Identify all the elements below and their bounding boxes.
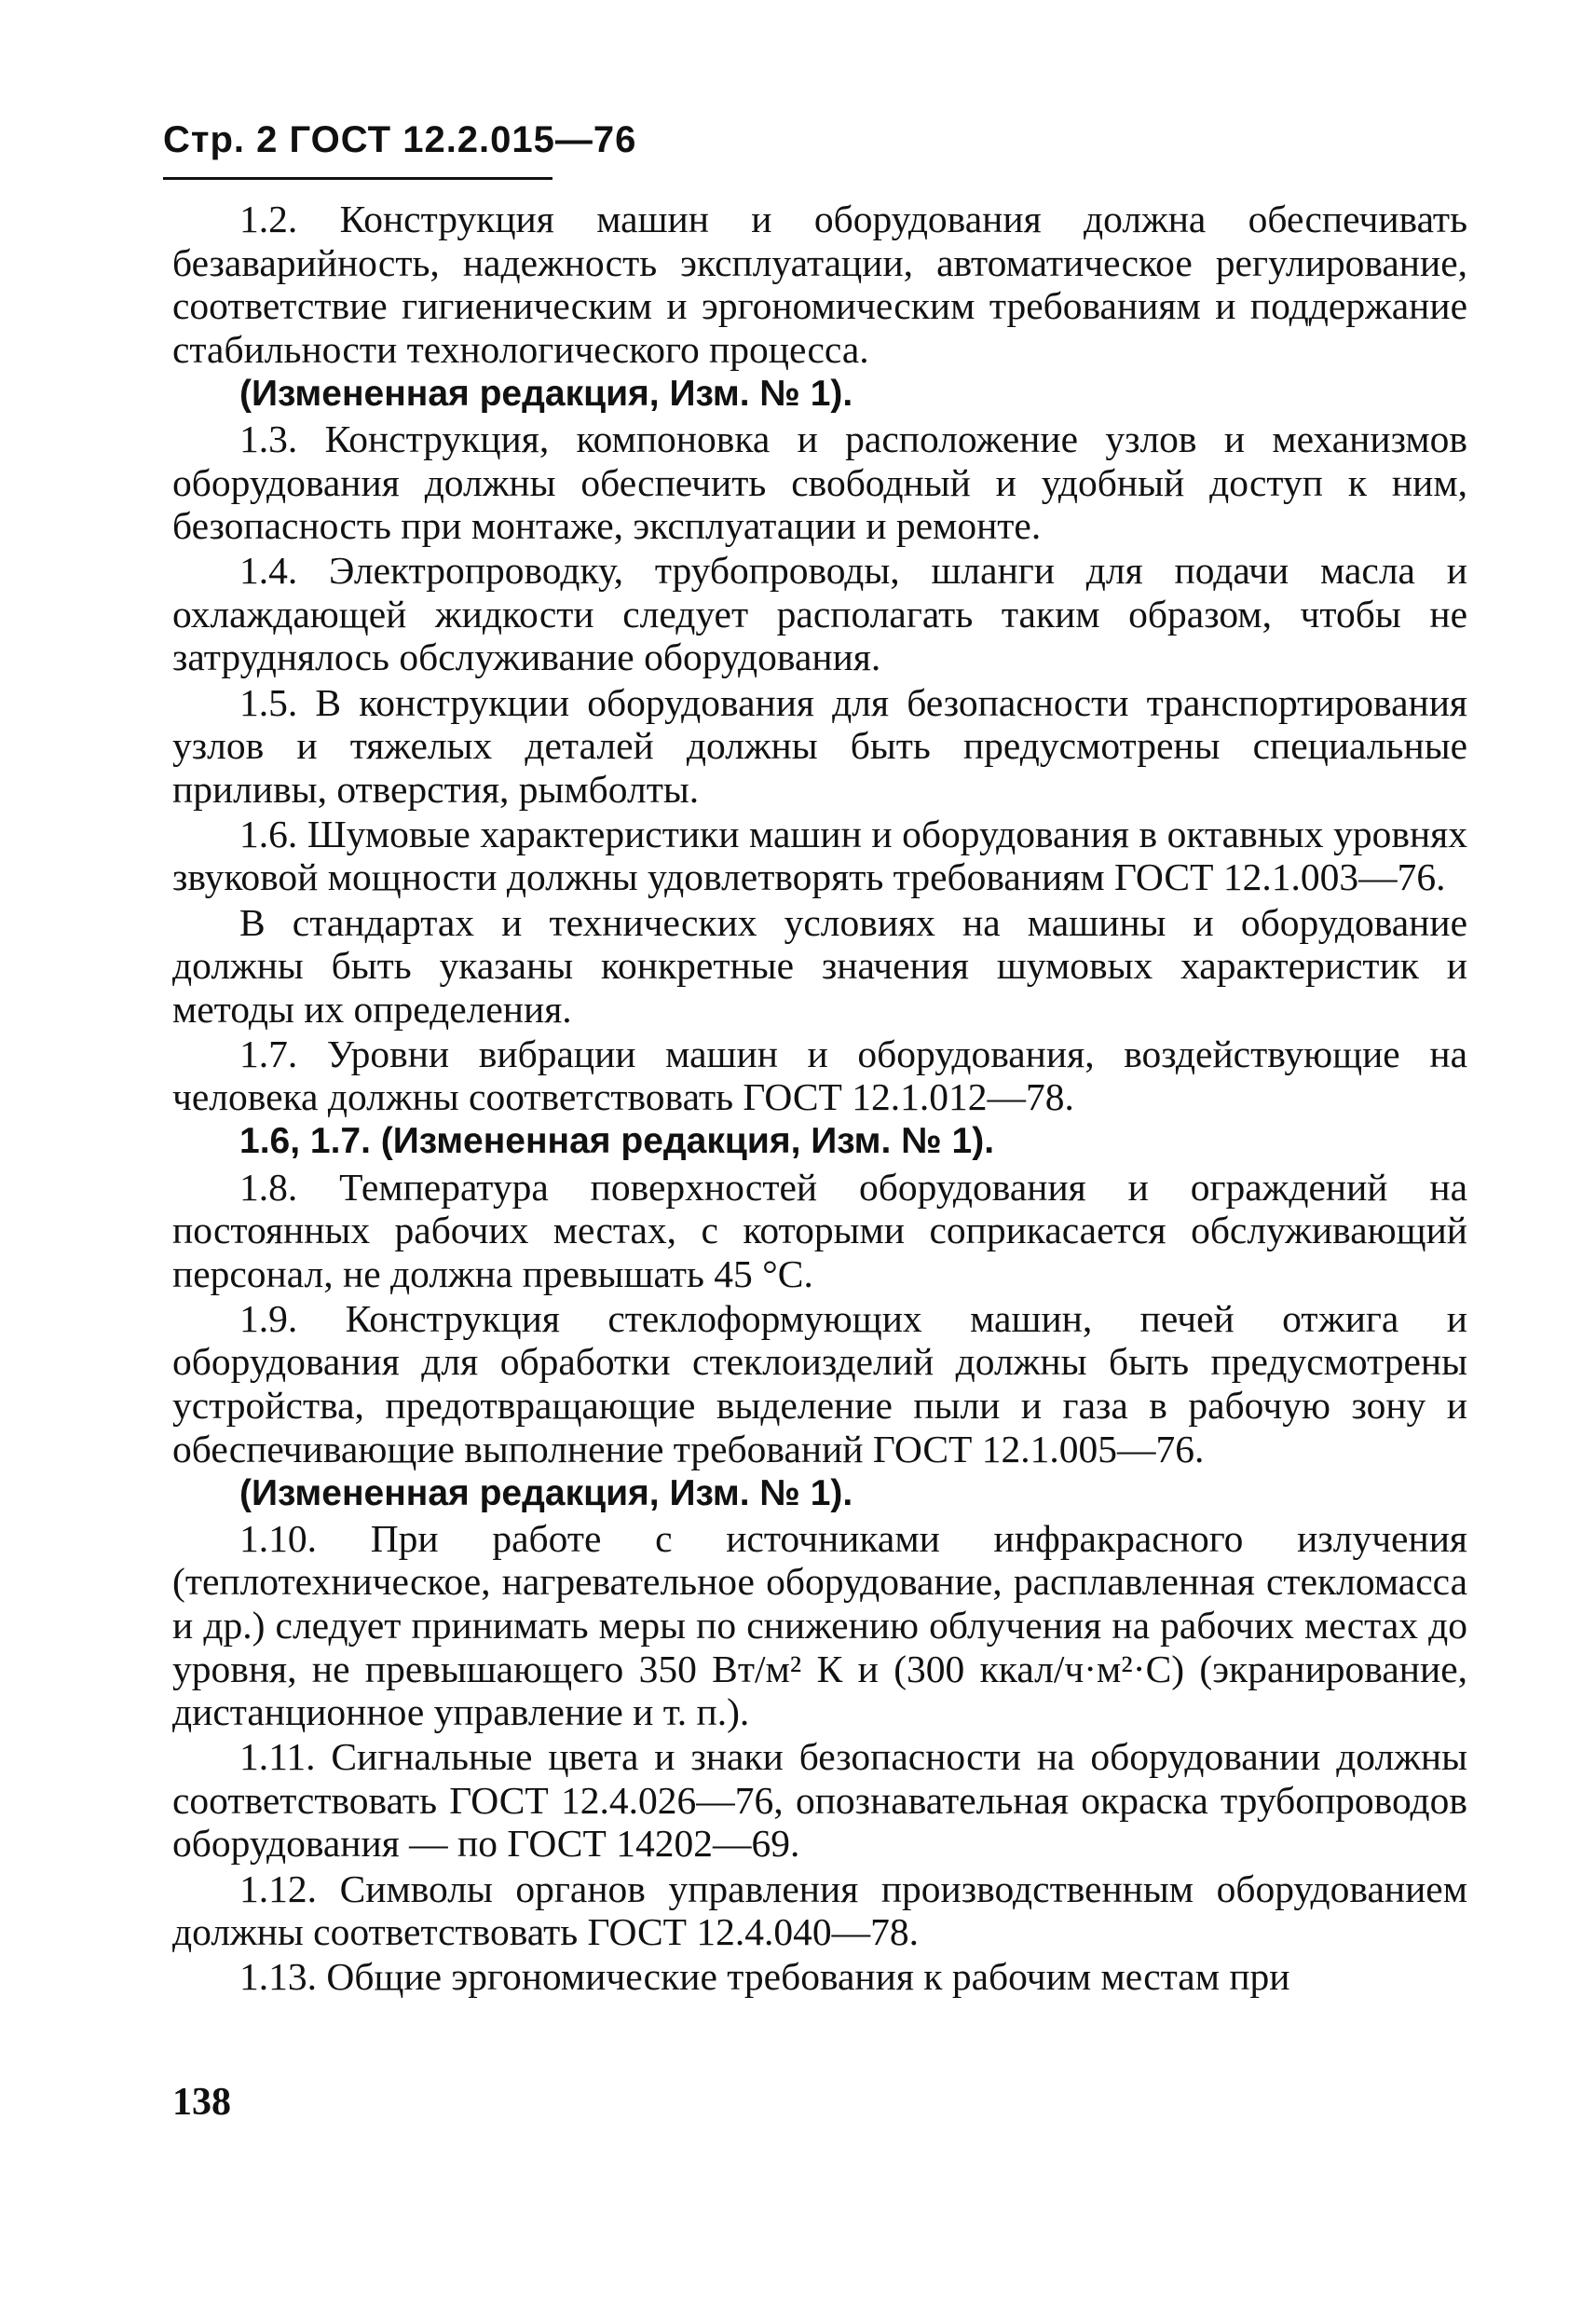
body-text bbox=[172, 198, 1467, 2000]
amendment-note: (Измененная редакция, Изм. № 1). bbox=[239, 373, 853, 414]
running-header: Стр. 2 ГОСТ 12.2.015—76 bbox=[163, 119, 637, 160]
paragraph-1-3: 1.3. Конструкция, компоновка и расположение узлов и механизмов оборудования должны обеспечить свободный и удобный доступ к ним, безопасность при монтаже, эксплуатации и ремонте. bbox=[172, 417, 1467, 548]
paragraph-1-4: 1.4. Электропроводку, трубопроводы, шланги для подачи масла и охлаждающей жидкости следует располагать таким образом, чтобы не затруднялось обслуживание оборудования. bbox=[172, 549, 1467, 679]
paragraph-1-2: 1.2. Конструкция машин и оборудования должна обеспечивать безаварийность, надежность эксплуатации, автоматическое регулирование, соответствие гигиеническим и эргономическим требованиям и поддержание стабильности технологического процесса. bbox=[172, 198, 1467, 371]
paragraph-1-13: 1.13. Общие эргономические требования к рабочим местам при bbox=[239, 1955, 1290, 1999]
paragraph-1-11: 1.11. Сигнальные цвета и знаки безопасности на оборудовании должны соответствовать ГОСТ 12.4.026—76, опознавательная окраска трубопроводов оборудования — по ГОСТ 14202—69. bbox=[172, 1735, 1467, 1866]
paragraph-1-7: 1.7. Уровни вибрации машин и оборудования, воздействующие на человека должны соответствовать ГОСТ 12.1.012—78. bbox=[172, 1032, 1467, 1119]
paragraph-1-5: 1.5. В конструкции оборудования для безопасности транспортирования узлов и тяжелых деталей должны быть предусмотрены специальные приливы, отверстия, рымболты. bbox=[172, 680, 1467, 811]
page-number: 138 bbox=[172, 2081, 231, 2124]
paragraph-1-10: 1.10. При работе с источниками инфракрасного излучения (теплотехническое, нагревательное оборудование, расплавленная стекломасса и др.) следует принимать меры по снижению облучения на рабочих местах до уровня, не превышающего 350 Вт/м² К и (300 ккал/ч·м²·С) (экранирование, дистанционное управление и т. п.). bbox=[172, 1516, 1467, 1734]
amendment-note: 1.6, 1.7. (Измененная редакция, Изм. № 1). bbox=[239, 1121, 995, 1162]
paragraph-1-8: 1.8. Температура поверхностей оборудования и ограждений на постоянных рабочих местах, с которыми соприкасается обслуживающий персонал, не должна превышать 45 °С. bbox=[172, 1165, 1467, 1295]
amendment-note: (Измененная редакция, Изм. № 1). bbox=[239, 1472, 853, 1513]
paragraph-1-6-continued: В стандартах и технических условиях на машины и оборудование должны быть указаны конкретные значения шумовых характеристик и методы их определения. bbox=[172, 900, 1467, 1031]
header-rule bbox=[163, 177, 552, 180]
paragraph-1-6: 1.6. Шумовые характеристики машин и оборудования в октавных уровнях звуковой мощности должны удовлетворять требованиям ГОСТ 12.1.003—76. bbox=[172, 812, 1467, 899]
paragraph-1-9: 1.9. Конструкция стеклоформующих машин, печей отжига и оборудования для обработки стеклоизделий должны быть предусмотрены устройства, предотвращающие выделение пыли и газа в рабочую зону и обеспечивающие выполнение требований ГОСТ 12.1.005—76. bbox=[172, 1296, 1467, 1470]
paragraph-1-12: 1.12. Символы органов управления производственным оборудованием должны соответствовать ГОСТ 12.4.040—78. bbox=[172, 1867, 1467, 1954]
